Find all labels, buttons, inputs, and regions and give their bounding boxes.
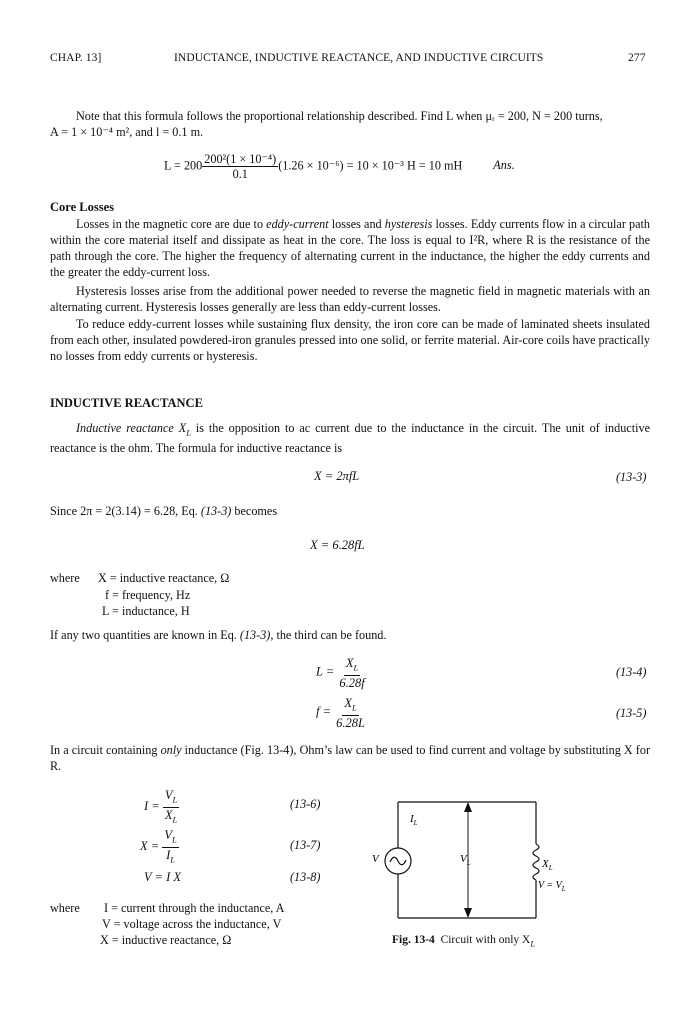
label-v-equals-vl: $V = V_L$ <box>538 880 566 893</box>
equation-13-7-label: (13-7) <box>290 838 321 852</box>
text-run: If any two quantities are known in Eq. <box>50 628 240 642</box>
fraction-numerator: X <box>345 656 354 670</box>
equation-13-5 <box>316 696 367 730</box>
equation-13-8-label: (13-8) <box>290 870 321 884</box>
text-run: becomes <box>231 504 278 518</box>
where-def-l: L = inductance, H <box>102 604 190 618</box>
fraction-denominator: 6.28f <box>339 675 365 690</box>
reactance-definition <box>50 420 650 456</box>
where-def-f: f = frequency, Hz <box>105 588 191 602</box>
subscript: L <box>171 834 177 845</box>
intro-line-1: Note that this formula follows the proportional relationship described. Find L when μᵣ = 200, N = 200 turns, <box>76 109 603 123</box>
equation-13-7 <box>140 828 179 866</box>
arrowhead-down-icon <box>464 908 472 918</box>
equation-lhs: I = <box>144 798 160 813</box>
subscript: L <box>172 814 178 824</box>
fraction-numerator: V <box>164 828 172 842</box>
equation-text: X = 2πfL <box>314 469 360 483</box>
subscript: L <box>353 662 359 673</box>
reactance-definition-text: is the opposition to ac current due to the inductance in the circuit. The unit of inductive reactance is the ohm. The formula for inductive reactance is <box>50 421 650 456</box>
figure-caption <box>392 934 535 948</box>
calc-denominator: 0.1 <box>232 167 248 181</box>
label-vl: $V_L$ <box>460 853 471 867</box>
calc-lhs: L = 200 <box>164 158 203 173</box>
inductor-coil-icon <box>533 844 539 880</box>
fraction-numerator: X <box>344 696 353 710</box>
text-run: inductance (Fig. 13-4), Ohm’s law can be used to find current and voltage by substituting X for R. <box>50 743 651 773</box>
equation-lhs: X = <box>140 838 160 853</box>
where-def-il: I = current through the inductance, A <box>104 901 285 915</box>
equation-13-8: V = I X <box>144 870 182 884</box>
equation-13-6 <box>144 788 179 826</box>
equation-lhs: f = <box>316 704 332 719</box>
calc-equation <box>164 152 515 181</box>
equation-13-5-label: (13-5) <box>616 706 647 720</box>
arrowhead-up-icon <box>464 802 472 812</box>
chapter-label: CHAP. 13] <box>50 52 102 64</box>
core-losses-paragraph-2: Hysteresis losses arise from the additional power needed to reverse the magnetic field in magnetic materials with an alternating current. Hysteresis losses generally are less than eddy-current losses. <box>50 284 650 314</box>
where-def-xl: X = inductive reactance, Ω <box>98 571 230 585</box>
figure-number: Fig. 13-4 <box>392 934 435 946</box>
running-title: INDUCTANCE, INDUCTIVE REACTANCE, AND INDUCTIVE CIRCUITS <box>174 52 544 64</box>
subscript: L <box>186 427 191 438</box>
inductive-reactance-heading: INDUCTIVE REACTANCE <box>50 396 203 410</box>
fraction-denominator: X <box>164 807 173 822</box>
calc-numerator: 200²(1 × 10⁻⁴) <box>204 152 277 166</box>
calc-rest: (1.26 × 10⁻⁶) = 10 × 10⁻³ H = 10 mH <box>278 158 463 173</box>
core-losses-paragraph-1 <box>50 216 650 280</box>
where-label-1: where <box>50 571 80 585</box>
equation-lhs: L = <box>316 664 335 679</box>
where-def-vl: V = voltage across the inductance, V <box>102 917 282 931</box>
label-xl: $X_L$ <box>542 858 553 872</box>
since-sentence <box>50 503 277 519</box>
text-run: Losses in the magnetic core are due to <box>76 217 267 231</box>
equation-13-4-label: (13-4) <box>616 665 647 679</box>
equation-13-3 <box>314 469 359 484</box>
fraction-denominator: 6.28L <box>336 715 365 730</box>
text-run-italic: only <box>160 743 182 757</box>
text-run: Since 2π = 2(3.14) = 6.28, Eq. <box>50 504 201 518</box>
ohms-law-sentence <box>50 742 650 774</box>
subscript: L <box>172 794 178 805</box>
answer-label: Ans. <box>493 158 515 173</box>
label-v: V <box>372 853 379 865</box>
fraction-denominator: I <box>166 847 171 862</box>
any-two-sentence <box>50 627 386 643</box>
equation-13-6-label: (13-6) <box>290 797 321 811</box>
text-run-italic: hysteresis <box>384 217 433 231</box>
where-def-xl-2: X = inductive reactance, Ω <box>100 933 232 947</box>
fraction-numerator: V <box>164 788 173 802</box>
subscript: L <box>352 702 357 713</box>
circuit-diagram <box>360 790 590 930</box>
equation-reference: (13-3) <box>239 628 271 642</box>
equation-13-3-label: (13-3) <box>616 470 647 484</box>
text-run: , the third can be found. <box>270 628 387 642</box>
reactance-term: Inductive reactance X <box>76 421 187 435</box>
equation-reference: (13-3) <box>200 504 232 518</box>
calc-fraction <box>202 152 278 181</box>
text-run: losses. Eddy currents flow in a circular path within the core material itself and dissipate as heat in the core. The loss is equal to I²R, where R is the resistance of the path through the core. The higher the frequency of alternating current in the inductance, the higher the eddy currents and the greater the eddy-current loss. <box>50 217 650 279</box>
equation-628: X = 6.28fL <box>310 538 365 552</box>
text-run: losses and <box>328 217 385 231</box>
where-label-2: where <box>50 901 80 915</box>
core-losses-heading: Core Losses <box>50 200 115 214</box>
figure-caption-text: Circuit with only X <box>440 934 531 946</box>
label-il: $I_L$ <box>410 813 418 827</box>
sine-wave-icon <box>390 857 406 865</box>
subscript: L <box>530 938 536 949</box>
subscript: L <box>170 854 175 864</box>
text-run: In a circuit containing <box>50 743 161 757</box>
text-run-italic: eddy-current <box>266 217 329 231</box>
intro-line-2: A = 1 × 10⁻⁴ m², and l = 0.1 m. <box>50 125 204 139</box>
page-number: 277 <box>628 52 646 64</box>
equation-13-4 <box>316 656 367 690</box>
core-losses-paragraph-3: To reduce eddy-current losses while sustaining flux density, the iron core can be made of laminated sheets insulated from each other, insulated powdered-iron granules pressed into one solid, or ferrite material. Air-core coils have practically no losses from eddy currents or hysteresis. <box>50 317 650 363</box>
